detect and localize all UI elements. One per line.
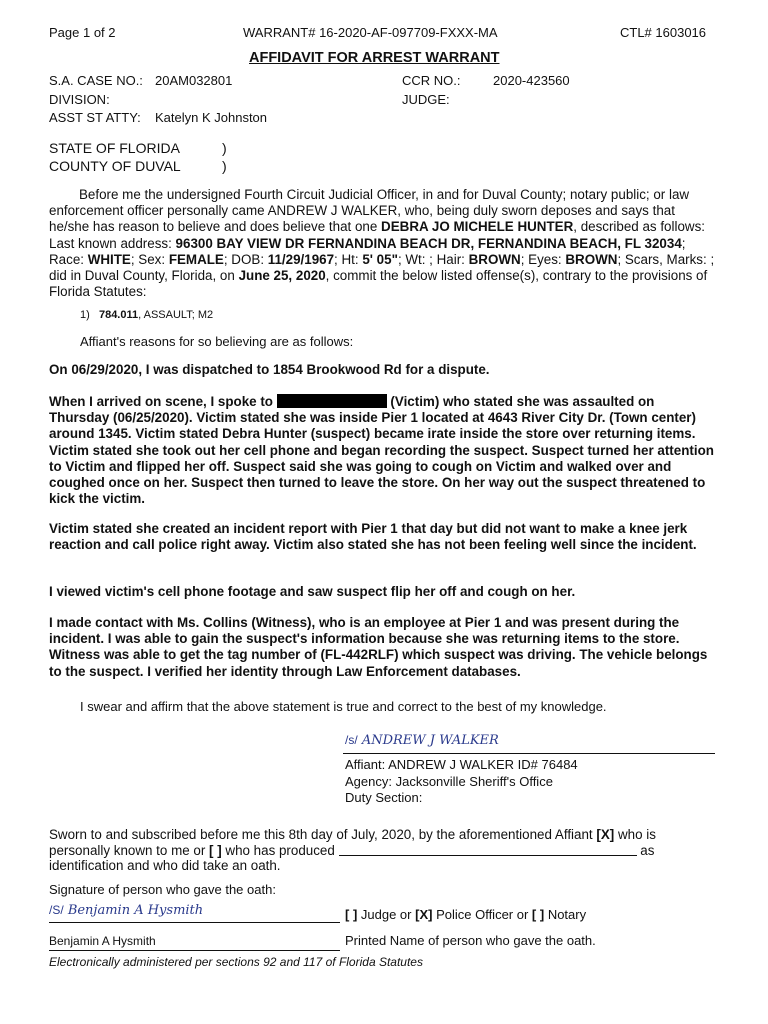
swear-statement: I swear and affirm that the above statement is true and correct to the best of my knowledge.	[80, 699, 607, 714]
offense-date: June 25, 2020	[238, 268, 326, 284]
reasons-label: Affiant's reasons for so believing are as follows:	[80, 334, 354, 349]
sworn-statement: Sworn to and subscribed before me this 8th day of July, 2020, by the aforementioned Affiant [X] who is personally known to me or [ ] who has produced as identification and who did take an oath.	[49, 827, 656, 873]
judge-label: JUDGE:	[402, 92, 450, 107]
sa-case-value: 20AM032801	[155, 73, 233, 88]
affiant-signature: /s/ ANDREW J WALKER	[345, 733, 499, 748]
printed-name-line	[49, 950, 340, 951]
oath-signature: /S/ Benjamin A Hysmith	[49, 903, 204, 918]
produced-checkbox: [ ]	[209, 842, 222, 858]
venue-paren: )	[222, 140, 227, 156]
statute-code: 784.011	[98, 309, 139, 321]
asst-atty-label: ASST ST ATTY:	[49, 110, 141, 125]
printed-name-label: Printed Name of person who gave the oath.	[345, 933, 596, 948]
narrative-paragraph-2: When I arrived on scene, I spoke to (Victim) who stated she was assaulted on Thursday (06/25/2020). Victim stated she was inside Pier 1 located at 4643 River City Dr. (Town center) around 1345. Victim stated Debra Hunter (suspect) became irate inside the store over returning items. Victim stated she took out her cell phone and began recording the suspect. Suspect turned her attention to Victim and flipped her off. Suspect said she was going to cough on Victim and walked over and coughed once on her. Suspect then turned to leave the store. On her way out the suspect threatened to kick the victim.	[49, 394, 714, 507]
warrant-number: WARRANT# 16-2020-AF-097709-FXXX-MA	[243, 25, 498, 40]
narrative-paragraph-3: Victim stated she created an incident report with Pier 1 that day but did not want to make a knee jerk reaction and call police right away. Victim also stated she has not been feeling well since the incident.	[49, 521, 697, 553]
ccr-value: 2020-423560	[493, 73, 570, 88]
identification-blank	[339, 843, 637, 856]
affiant-agency: Agency: Jacksonville Sheriff's Office	[345, 774, 553, 789]
affiant-duty-section: Duty Section:	[345, 790, 423, 805]
venue-paren: )	[222, 158, 227, 174]
narrative-paragraph-4: I viewed victim's cell phone footage and saw suspect flip her off and cough on her.	[49, 584, 576, 599]
oath-signature-label: Signature of person who gave the oath:	[49, 882, 276, 897]
intro-paragraph: Before me the undersigned Fourth Circuit Judicial Officer, in and for Duval County; notary public; or law enforcement officer personally came ANDREW J WALKER, who, being duly sworn deposes and says that he/she has reason to believe and does believe that one DEBRA JO MICHELE HUNTER, described as follows: Last known address: 96300 BAY VIEW DR FERNANDINA BEACH DR, FERNANDINA BEACH, FL 32034; Race: WHITE; Sex: FEMALE; DOB: 11/29/1967; Ht: 5' 05"; Wt: ; Hair: BROWN; Eyes: BROWN; Scars, Marks: ; did in Duval County, Florida, on June 25, 2020, commit the below listed offense(s), contrary to the provisions of Florida Statutes:	[49, 187, 715, 300]
oath-printed-name: Benjamin A Hysmith	[49, 934, 156, 948]
electronic-footer: Electronically administered per sections 92 and 117 of Florida Statutes	[49, 955, 423, 969]
redacted-victim-name	[277, 394, 387, 408]
narrative-paragraph-5: I made contact with Ms. Collins (Witness), who is an employee at Pier 1 and was present during the incident. I was able to gain the suspect's information because she was returning items to the store. Witness was able to get the tag number of (FL-442RLF) which suspect was driving. The vehicle belongs to the suspect. I verified her identity through Law Enforcement databases.	[49, 615, 708, 679]
affiant-name-id: Affiant: ANDREW J WALKER ID# 76484	[345, 757, 578, 772]
ccr-label: CCR NO.:	[402, 73, 461, 88]
suspect-address: 96300 BAY VIEW DR FERNANDINA BEACH DR, FERNANDINA BEACH, FL 32034	[175, 235, 682, 251]
oath-signature-line	[49, 922, 340, 923]
offense-item: 1) 784.011, ASSAULT; M2	[80, 309, 214, 321]
division-label: DIVISION:	[49, 92, 110, 107]
suspect-name: DEBRA JO MICHELE HUNTER	[381, 219, 574, 235]
narrative-paragraph-1: On 06/29/2020, I was dispatched to 1854 Brookwood Rd for a dispute.	[49, 362, 490, 377]
page-number: Page 1 of 2	[49, 25, 116, 40]
county-label: COUNTY OF DUVAL	[49, 158, 181, 174]
sa-case-label: S.A. CASE NO.:	[49, 73, 143, 88]
oath-role: [ ] Judge or [X] Police Officer or [ ] Notary	[345, 907, 587, 922]
state-label: STATE OF FLORIDA	[49, 140, 180, 156]
asst-atty-value: Katelyn K Johnston	[155, 110, 268, 125]
known-checkbox: [X]	[596, 827, 615, 842]
ctl-number: CTL# 1603016	[620, 25, 707, 40]
document-title: AFFIDAVIT FOR ARREST WARRANT	[249, 50, 500, 66]
affiant-signature-line	[343, 753, 715, 754]
